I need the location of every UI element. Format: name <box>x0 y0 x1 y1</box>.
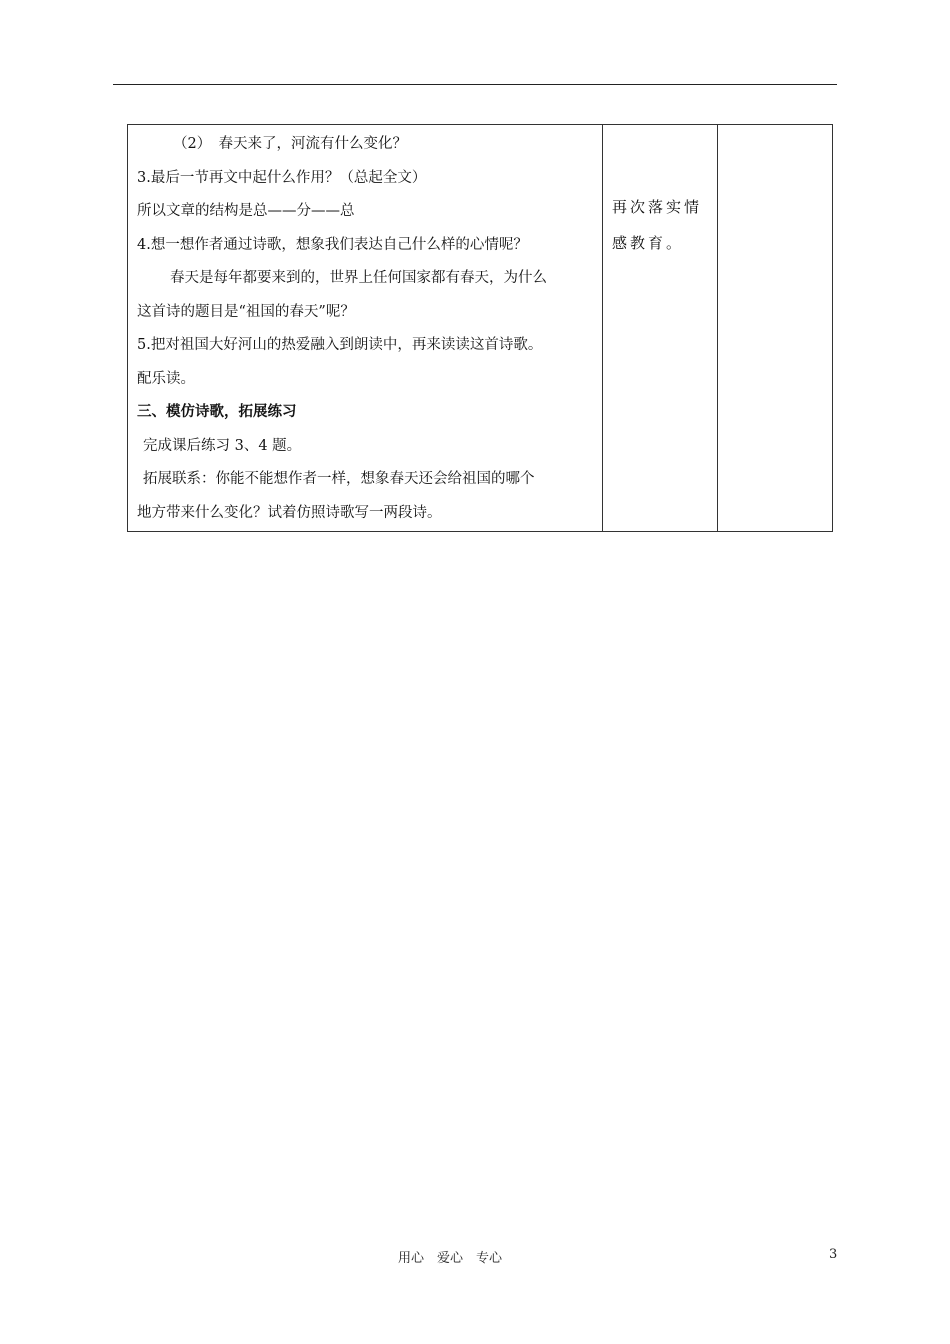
design-note-cell <box>603 125 718 532</box>
question-2-line: （2） 春天来了，河流有什么变化？ <box>173 136 407 152</box>
teaching-content-cell <box>128 125 603 532</box>
design-note <box>603 125 717 261</box>
music-reading-line: 配乐读。 <box>137 370 195 387</box>
question-5-line: 5.把对祖国大好河山的热爱融入到朗读中，再来读读这首诗歌。 <box>137 337 543 353</box>
table-row <box>128 125 833 532</box>
footer-motto: 用心 爱心 专心 <box>398 1251 503 1266</box>
empty-cell <box>718 125 833 532</box>
lesson-table <box>127 124 833 532</box>
note-line: 感教育。 <box>612 234 685 252</box>
question-4-line: 4.想一想作者通过诗歌，想象我们表达自己什么样的心情呢？ <box>137 236 528 253</box>
extension-line: 拓展联系：你能不能想作者一样，想象春天还会给祖国的哪个 <box>143 471 535 487</box>
question-3-line: 3.最后一节再文中起什么作用？（总起全文） <box>137 169 427 186</box>
section-heading: 三、模仿诗歌，拓展练习 <box>137 403 297 420</box>
exercise-line: 完成课后练习 3、4 题。 <box>143 437 302 454</box>
teaching-content <box>128 125 602 531</box>
structure-line: 所以文章的结构是总——分——总 <box>137 203 355 219</box>
spring-question-line: 春天是每年都要来到的，世界上任何国家都有春天，为什么 <box>170 270 547 286</box>
extension-line-2: 地方带来什么变化？试着仿照诗歌写一两段诗。 <box>137 504 442 521</box>
page-number: 3 <box>829 1247 838 1262</box>
spring-question-line-2: 这首诗的题目是“祖国的春天”呢？ <box>137 303 355 320</box>
header-rule <box>113 84 837 85</box>
note-line: 再次落实情 <box>612 198 703 216</box>
